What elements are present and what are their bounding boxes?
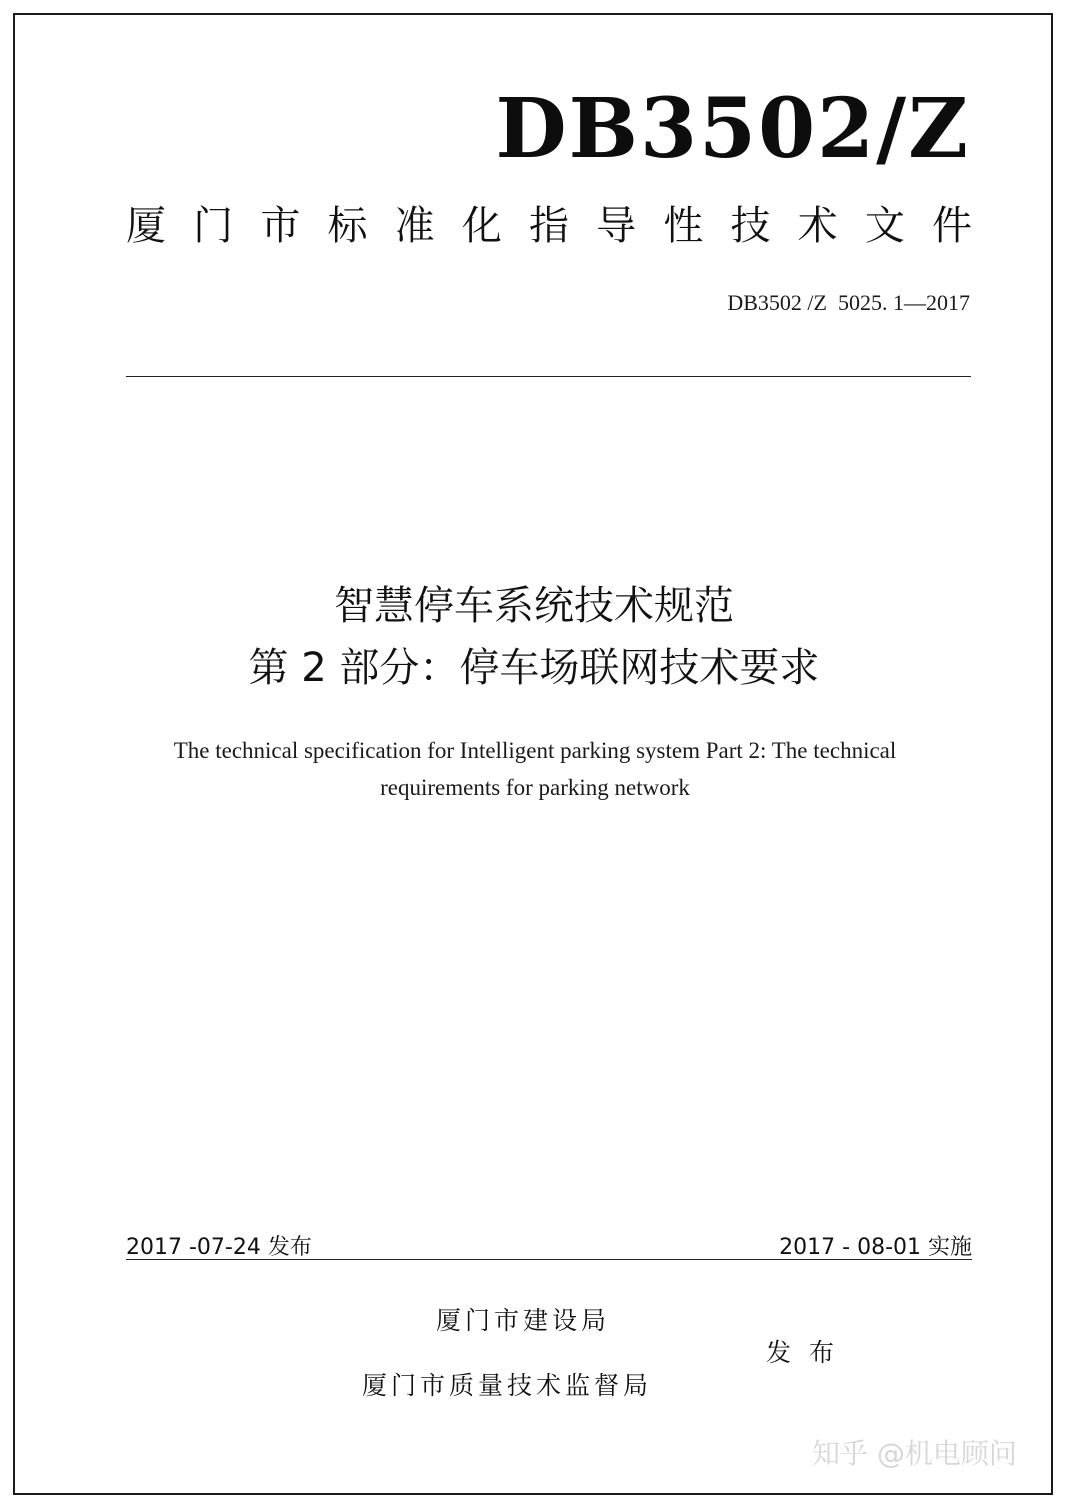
watermark: 知乎 @机电顾问 (812, 1437, 1017, 1470)
title-cn-line-2: 第 2 部分：停车场联网技术要求 (248, 645, 820, 691)
title-en (120, 732, 950, 806)
title-en-line-1: The technical specification for Intelligent parking system Part 2: The technical (173, 738, 897, 763)
issue-date: 2017 -07-24 发布 (126, 1235, 312, 1260)
implementation-date: 2017 - 08-01 实施 (779, 1235, 972, 1260)
document-number: DB3502 /Z 5025. 1—2017 (727, 290, 970, 315)
header-divider (126, 376, 971, 377)
standard-code: DB3502/Z (495, 81, 970, 177)
title-cn-line-1: 智慧停车系统技术规范 (334, 583, 734, 629)
document-type: 厦门市标准化指导性技术文件 (126, 203, 972, 249)
title-en-line-2: requirements for parking network (380, 775, 690, 800)
issuer-quality-bureau: 厦门市质量技术监督局 (362, 1371, 653, 1400)
footer-divider (126, 1259, 972, 1260)
publish-label: 发布 (766, 1338, 853, 1367)
issuer-construction-bureau: 厦门市建设局 (436, 1306, 611, 1335)
